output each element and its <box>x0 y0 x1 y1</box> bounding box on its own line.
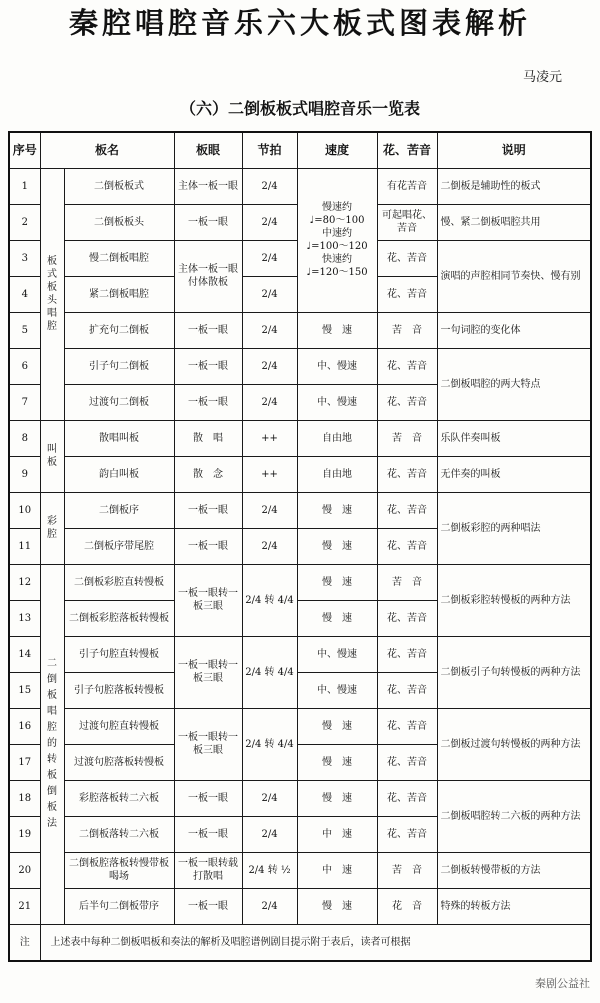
row-eye: 一板一眼转一板三眼 <box>174 708 242 780</box>
row-name: 后半句二倒板带序 <box>64 888 174 924</box>
row-no: 17 <box>9 744 40 780</box>
row-desc: 二倒板引子句转慢板的两种方法 <box>437 636 591 708</box>
row-beat: 2/4 <box>242 204 297 240</box>
row-desc: 二倒板彩腔转慢板的两种方法 <box>437 564 591 636</box>
row-name: 二倒板板头 <box>64 204 174 240</box>
row-name: 二倒板序 <box>64 492 174 528</box>
row-mode: 花、苦音 <box>377 240 437 276</box>
row-name: 二倒板彩腔落板转慢板 <box>64 600 174 636</box>
row-mode: 花、苦音 <box>377 744 437 780</box>
row-desc: 二倒板彩腔的两种唱法 <box>437 492 591 564</box>
row-eye: 一板一眼 <box>174 384 242 420</box>
row-beat: 2/4 <box>242 780 297 816</box>
col-header-mode: 花、苦音 <box>377 132 437 168</box>
row-beat: ++ <box>242 420 297 456</box>
row-beat: 2/4 <box>242 888 297 924</box>
row-eye: 一板一眼 <box>174 312 242 348</box>
row-beat: 2/4 <box>242 528 297 564</box>
row-desc: 慢、紧二倒板唱腔共用 <box>437 204 591 240</box>
row-name: 二倒板彩腔直转慢板 <box>64 564 174 600</box>
row-mode: 花、苦音 <box>377 276 437 312</box>
row-beat: 2/4 <box>242 240 297 276</box>
row-name: 引子句二倒板 <box>64 348 174 384</box>
row-name: 散唱叫板 <box>64 420 174 456</box>
row-mode: 花、苦音 <box>377 348 437 384</box>
row-desc: 二倒板转慢带板的方法 <box>437 852 591 888</box>
table-row <box>9 420 591 456</box>
row-name: 彩腔落板转二六板 <box>64 780 174 816</box>
row-no: 4 <box>9 276 40 312</box>
table-row <box>9 852 591 888</box>
row-name: 过渡句腔落板转慢板 <box>64 744 174 780</box>
row-no: 2 <box>9 204 40 240</box>
row-eye: 主体一板一眼付体散板 <box>174 240 242 312</box>
author: 马凌元 <box>522 70 562 85</box>
row-speed: 中 速 <box>297 816 377 852</box>
row-beat: 2/4 <box>242 276 297 312</box>
row-speed: 中、慢速 <box>297 636 377 672</box>
row-no: 8 <box>9 420 40 456</box>
row-beat: 2/4 <box>242 168 297 204</box>
tempo-ranges: 慢速约 ♩=80～100 中速约 ♩=100～120 快速约 ♩=120～150 <box>297 168 377 312</box>
col-header-name: 板名 <box>40 132 174 168</box>
row-no: 10 <box>9 492 40 528</box>
table-title: （六）二倒板板式唱腔音乐一览表 <box>179 99 420 118</box>
row-speed: 慢 速 <box>297 600 377 636</box>
table-row <box>9 168 591 204</box>
row-mode: 花、苦音 <box>377 672 437 708</box>
row-no: 21 <box>9 888 40 924</box>
row-eye: 一板一眼 <box>174 888 242 924</box>
row-eye: 一板一眼转一板三眼 <box>174 636 242 708</box>
group-label: 板 式 板 头 唱 腔 <box>40 168 64 420</box>
row-mode: 花、苦音 <box>377 384 437 420</box>
row-name: 引子句腔直转慢板 <box>64 636 174 672</box>
row-eye: 一板一眼 <box>174 348 242 384</box>
row-speed: 中 速 <box>297 852 377 888</box>
row-eye: 主体一板一眼 <box>174 168 242 204</box>
row-speed: 中、慢速 <box>297 384 377 420</box>
row-beat: 2/4 <box>242 492 297 528</box>
row-no: 12 <box>9 564 40 600</box>
row-speed: 慢 速 <box>297 888 377 924</box>
row-speed: 自由地 <box>297 420 377 456</box>
row-no: 14 <box>9 636 40 672</box>
row-mode: 苦 音 <box>377 312 437 348</box>
row-no: 11 <box>9 528 40 564</box>
row-mode: 可起唱花、苦音 <box>377 204 437 240</box>
watermark: 秦剧公益社 <box>535 977 590 990</box>
row-mode: 花、苦音 <box>377 456 437 492</box>
row-name: 过渡句二倒板 <box>64 384 174 420</box>
row-desc: 二倒板唱腔转二六板的两种方法 <box>437 780 591 852</box>
row-beat: 2/4 <box>242 384 297 420</box>
row-desc: 无伴奏的叫板 <box>437 456 591 492</box>
table-row <box>9 492 591 528</box>
row-speed: 慢 速 <box>297 564 377 600</box>
row-speed: 慢 速 <box>297 492 377 528</box>
row-eye: 散 念 <box>174 456 242 492</box>
row-mode: 花 音 <box>377 888 437 924</box>
row-speed: 慢 速 <box>297 312 377 348</box>
row-mode: 花、苦音 <box>377 816 437 852</box>
table-row <box>9 348 591 384</box>
table-row <box>9 888 591 924</box>
row-desc: 特殊的转板方法 <box>437 888 591 924</box>
row-eye: 散 唱 <box>174 420 242 456</box>
row-name: 扩充句二倒板 <box>64 312 174 348</box>
row-desc: 乐队伴奏叫板 <box>437 420 591 456</box>
row-mode: 花、苦音 <box>377 600 437 636</box>
row-no: 20 <box>9 852 40 888</box>
row-beat: 2/4 <box>242 312 297 348</box>
row-no: 5 <box>9 312 40 348</box>
row-no: 7 <box>9 384 40 420</box>
header-row <box>9 132 591 168</box>
row-name: 二倒板序带尾腔 <box>64 528 174 564</box>
row-no: 18 <box>9 780 40 816</box>
row-eye: 一板一眼 <box>174 816 242 852</box>
row-desc: 二倒板唱腔的两大特点 <box>437 348 591 420</box>
row-speed: 自由地 <box>297 456 377 492</box>
row-speed: 慢 速 <box>297 708 377 744</box>
note-label: 注 <box>9 924 40 961</box>
tempo-table <box>8 131 592 962</box>
group-label: 彩 腔 <box>40 492 64 564</box>
group-label: 叫 板 <box>40 420 64 492</box>
row-speed: 慢 速 <box>297 744 377 780</box>
col-header-eye: 板眼 <box>174 132 242 168</box>
row-beat: 2/4 转 4/4 <box>242 636 297 708</box>
row-name: 引子句腔落板转慢板 <box>64 672 174 708</box>
row-beat: 2/4 <box>242 816 297 852</box>
row-no: 19 <box>9 816 40 852</box>
row-eye: 一板一眼 <box>174 780 242 816</box>
row-desc: 演唱的声腔相同节奏快、慢有别 <box>437 240 591 312</box>
col-header-beat: 节拍 <box>242 132 297 168</box>
col-header-no: 序号 <box>9 132 40 168</box>
table-row <box>9 564 591 600</box>
row-name: 二倒板落转二六板 <box>64 816 174 852</box>
row-eye: 一板一眼 <box>174 528 242 564</box>
row-eye: 一板一眼转一板三眼 <box>174 564 242 636</box>
table-row <box>9 636 591 672</box>
row-mode: 苦 音 <box>377 420 437 456</box>
row-mode: 苦 音 <box>377 564 437 600</box>
row-eye: 一板一眼 <box>174 204 242 240</box>
page-title: 秦腔唱腔音乐六大板式图表解析 <box>68 6 531 40</box>
row-name: 紧二倒板唱腔 <box>64 276 174 312</box>
row-mode: 花、苦音 <box>377 528 437 564</box>
note-row <box>9 924 591 961</box>
row-speed: 慢 速 <box>297 780 377 816</box>
row-no: 6 <box>9 348 40 384</box>
row-no: 16 <box>9 708 40 744</box>
row-mode: 有花苦音 <box>377 168 437 204</box>
row-name: 慢二倒板唱腔 <box>64 240 174 276</box>
row-mode: 花、苦音 <box>377 780 437 816</box>
row-speed: 中、慢速 <box>297 672 377 708</box>
row-beat: 2/4 转 4/4 <box>242 708 297 780</box>
row-mode: 花、苦音 <box>377 492 437 528</box>
table-row <box>9 312 591 348</box>
row-mode: 花、苦音 <box>377 636 437 672</box>
row-name: 韵白叫板 <box>64 456 174 492</box>
col-header-desc: 说明 <box>437 132 591 168</box>
row-no: 1 <box>9 168 40 204</box>
row-eye: 一板一眼转载打散唱 <box>174 852 242 888</box>
row-no: 15 <box>9 672 40 708</box>
table-row <box>9 456 591 492</box>
row-beat: 2/4 <box>242 348 297 384</box>
table-row <box>9 708 591 744</box>
row-desc: 一句词腔的变化体 <box>437 312 591 348</box>
row-speed: 慢 速 <box>297 528 377 564</box>
row-no: 9 <box>9 456 40 492</box>
row-beat: 2/4 转 4/4 <box>242 564 297 636</box>
group-label: 二 倒 板 唱 腔 的 转 板 倒 板 法 <box>40 564 64 924</box>
row-name: 二倒板板式 <box>64 168 174 204</box>
row-no: 13 <box>9 600 40 636</box>
col-header-speed: 速度 <box>297 132 377 168</box>
row-name: 过渡句腔直转慢板 <box>64 708 174 744</box>
row-no: 3 <box>9 240 40 276</box>
row-name: 二倒板腔落板转慢带板喝场 <box>64 852 174 888</box>
row-desc: 二倒板是辅助性的板式 <box>437 168 591 204</box>
note-text: 上述表中每种二倒板唱板和奏法的解析及唱腔谱例剧目提示附于表后，读者可根据 <box>40 924 591 961</box>
row-mode: 苦 音 <box>377 852 437 888</box>
row-speed: 中、慢速 <box>297 348 377 384</box>
row-eye: 一板一眼 <box>174 492 242 528</box>
row-mode: 花、苦音 <box>377 708 437 744</box>
row-beat: 2/4 转 ½ <box>242 852 297 888</box>
row-beat: ++ <box>242 456 297 492</box>
row-desc: 二倒板过渡句转慢板的两种方法 <box>437 708 591 780</box>
table-row <box>9 780 591 816</box>
